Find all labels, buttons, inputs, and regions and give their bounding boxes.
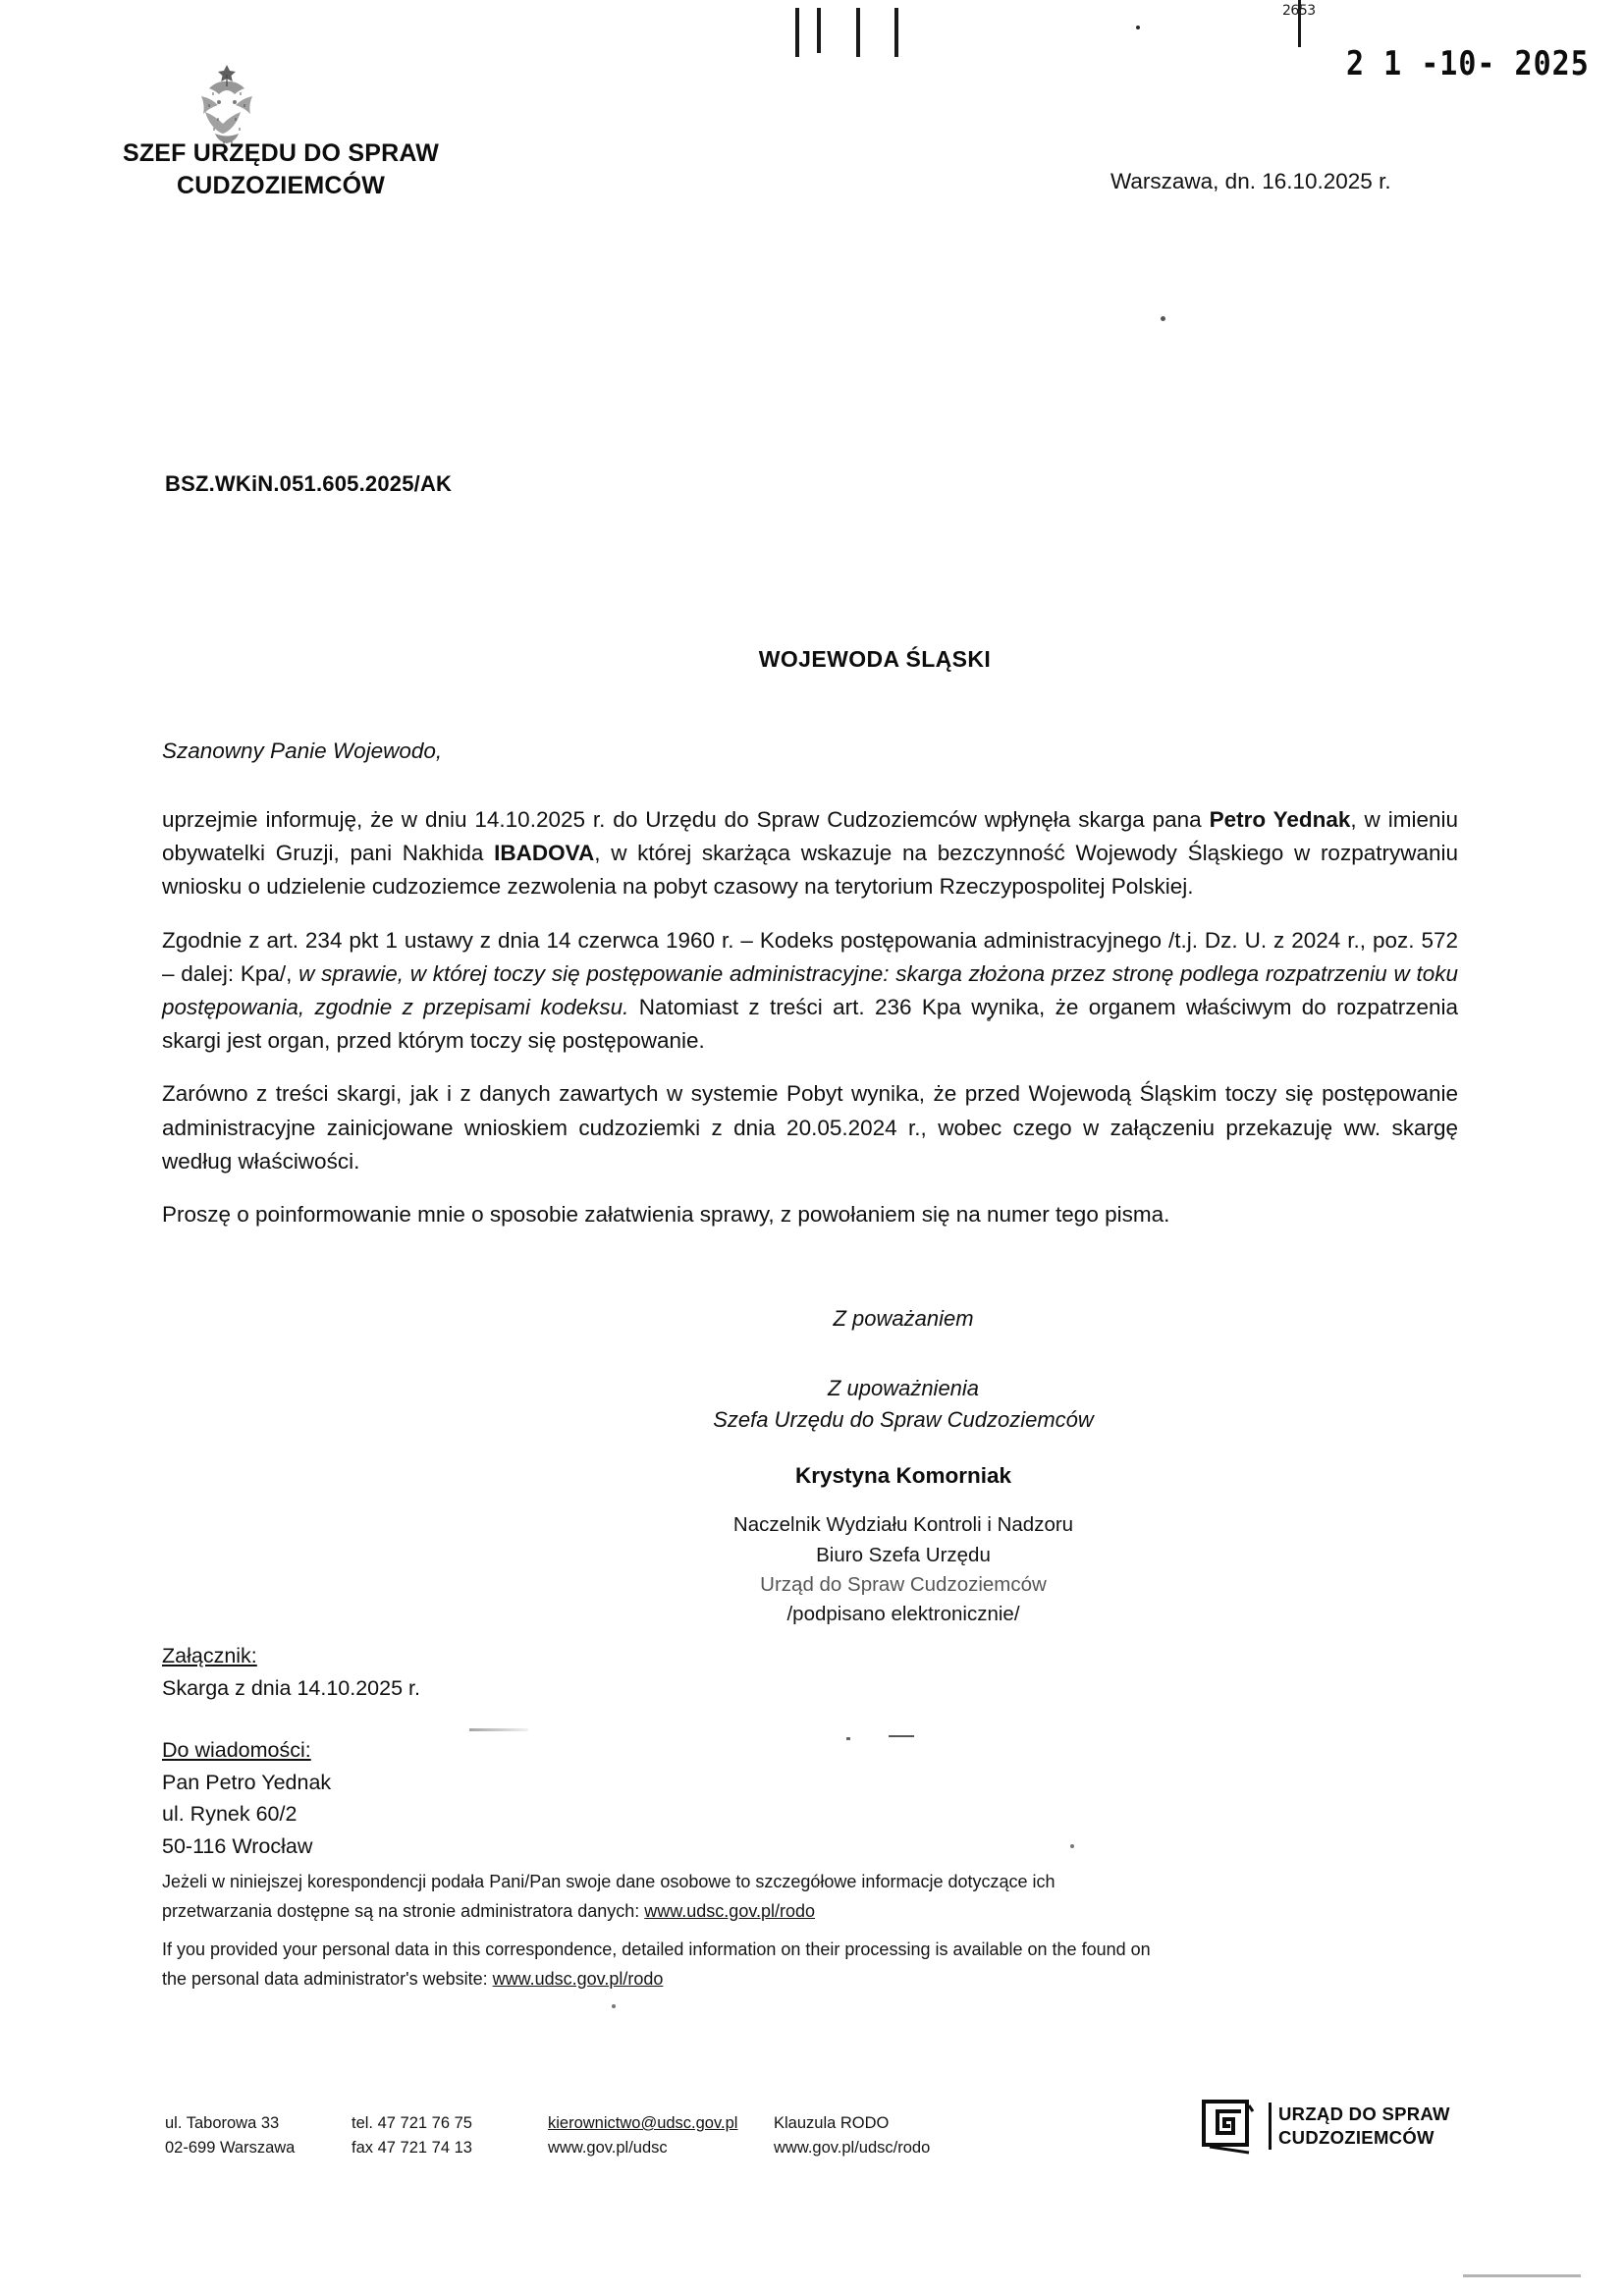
paragraph-1 bbox=[162, 803, 1458, 904]
rodo-notice-pl bbox=[162, 1868, 1468, 1926]
authorization-line1: Z upoważnienia bbox=[827, 1376, 980, 1400]
copy-to-label bbox=[162, 1734, 331, 1767]
p2-legal-quote: w sprawie, w której toczy się postępowanie administracyjne: skarga złożona przez stronę podlega rozpatrzeniu w toku postępowania, zgodnie z przepisami kodeksu. bbox=[162, 960, 1459, 1019]
paragraph-4: Proszę o poinformowanie mnie o sposobie załatwienia sprawy, z powołaniem się na numer tego pisma. bbox=[162, 1201, 1170, 1227]
attachment-label bbox=[162, 1640, 420, 1672]
p1-part2: , w imieniu obywatelki Gruzji, pani Nakhida bbox=[162, 807, 1458, 866]
electronic-signature-note: /podpisano elektronicznie/ bbox=[786, 1603, 1020, 1626]
scan-speck bbox=[1070, 1844, 1074, 1848]
footer-address bbox=[165, 2111, 352, 2160]
rodo-pl-line1: Jeżeli w niniejszej korespondencji podała Pani/Pan swoje dane osobowe to szczegółowe informacje dotyczące ich bbox=[162, 1872, 1056, 1891]
scan-artifact-smudge bbox=[469, 1728, 528, 1731]
udsc-spiral-logo bbox=[1200, 2098, 1257, 2155]
footer-phone-block bbox=[352, 2111, 548, 2160]
p2-part2: Natomiast z treści art. 236 Kpa wynika, że organem właściwym do rozpatrzenia skargi jest organ, przed którym toczy się postępowanie. bbox=[162, 994, 1458, 1054]
scan-speck bbox=[1161, 316, 1165, 321]
p2-part1: Zgodnie z art. 234 pkt 1 ustawy z dnia 14 czerwca 1960 r. – Kodeks postępowania administracyjnego /t.j. Dz. U. z 2024 r., poz. 572 – dalej: Kpa/, bbox=[162, 927, 1458, 986]
received-date-stamp: 2 1 -10- 2025 bbox=[1346, 45, 1590, 84]
p1-name-complainant: Petro Yednak bbox=[1209, 807, 1351, 832]
scan-artifact-dash bbox=[889, 1735, 914, 1737]
footer-rodo-block bbox=[774, 2111, 1000, 2160]
attachment-label-text: Załącznik: bbox=[162, 1644, 257, 1667]
paragraph-2 bbox=[162, 924, 1458, 1059]
rodo-en-line2-prefix: the personal data administrator's website: bbox=[162, 1969, 493, 1990]
attachment-item: Skarga z dnia 14.10.2025 r. bbox=[162, 1675, 420, 1700]
organization-title bbox=[84, 137, 477, 203]
p1-part3: , w której skarżąca wskazuje na bezczynność Wojewody Śląskiego w rozpatrywaniu wniosku o udzielenie cudzoziemce zezwolenia na pobyt czasowy na terytorium Rzeczypospolitej Polskiej. bbox=[162, 841, 1459, 900]
scan-artifact-edge bbox=[1463, 2274, 1581, 2277]
copy-to-street: ul. Rynek 60/2 bbox=[162, 1802, 298, 1827]
footer-rodo-label: Klauzula RODO bbox=[774, 2114, 890, 2132]
footer-fax: fax 47 721 74 13 bbox=[352, 2138, 472, 2157]
copy-to-label-text: Do wiadomości: bbox=[162, 1738, 311, 1762]
footer-brand-line2: CUDZOZIEMCÓW bbox=[1278, 2127, 1435, 2148]
rodo-notice-en bbox=[162, 1936, 1468, 1994]
copy-to-section bbox=[162, 1734, 331, 1863]
footer-address-line2: 02-699 Warszawa bbox=[165, 2138, 296, 2157]
footer-contact-block bbox=[548, 2111, 774, 2160]
letter-body bbox=[162, 738, 1458, 1251]
signer-role-line2: Biuro Szefa Urzędu bbox=[816, 1543, 991, 1566]
signer-role-line3: Urząd do Spraw Cudzoziemców bbox=[760, 1573, 1047, 1597]
rodo-pl-link[interactable]: www.udsc.gov.pl/rodo bbox=[644, 1900, 816, 1921]
organization-title-line2: CUDZOZIEMCÓW bbox=[176, 172, 386, 200]
scan-speck bbox=[1136, 26, 1140, 29]
attachment-section bbox=[162, 1640, 420, 1704]
rodo-notice bbox=[162, 1868, 1468, 2004]
stamp-number: 2653 bbox=[1282, 3, 1316, 19]
scan-speck bbox=[612, 2004, 616, 2008]
footer-address-line1: ul. Taborowa 33 bbox=[165, 2114, 280, 2132]
letter-date: Warszawa, dn. 16.10.2025 r. bbox=[1110, 169, 1391, 193]
closing-regards: Z poważaniem bbox=[833, 1306, 974, 1331]
footer-phone: tel. 47 721 76 75 bbox=[352, 2114, 472, 2132]
signature-block bbox=[432, 1306, 1375, 1626]
p1-name-subject: IBADOVA bbox=[494, 841, 595, 866]
p1-part1: uprzejmie informuję, że w dniu 14.10.2025 r. do Urzędu do Spraw Cudzoziemców wpłynęła skarga pana bbox=[162, 807, 1210, 832]
footer-brand-text bbox=[1269, 2103, 1450, 2149]
footer-brand bbox=[1200, 2098, 1450, 2155]
rodo-pl-line2-prefix: przetwarzania dostępne są na stronie administratora danych: bbox=[162, 1900, 645, 1921]
scan-artifact-dot bbox=[846, 1737, 850, 1740]
organization-title-line1: SZEF URZĘDU DO SPRAW bbox=[122, 139, 440, 167]
signer-name: Krystyna Komorniak bbox=[794, 1462, 1012, 1488]
footer-email[interactable]: kierownictwo@udsc.gov.pl bbox=[548, 2114, 738, 2132]
signer-role bbox=[432, 1510, 1375, 1601]
footer-website[interactable]: www.gov.pl/udsc bbox=[548, 2138, 668, 2157]
footer-rodo-url[interactable]: www.gov.pl/udsc/rodo bbox=[774, 2138, 931, 2157]
addressee-title: WOJEWODA ŚLĄSKI bbox=[758, 646, 992, 672]
footer-brand-line1: URZĄD DO SPRAW bbox=[1278, 2104, 1450, 2125]
copy-to-name: Pan Petro Yednak bbox=[162, 1770, 332, 1794]
copy-to-city: 50-116 Wrocław bbox=[162, 1834, 313, 1859]
scan-artifact-bars bbox=[795, 8, 992, 57]
rodo-en-link[interactable]: www.udsc.gov.pl/rodo bbox=[492, 1969, 664, 1990]
authorization-line2: Szefa Urzędu do Spraw Cudzoziemców bbox=[713, 1406, 1094, 1432]
reference-number: BSZ.WKiN.051.605.2025/AK bbox=[165, 471, 453, 496]
rodo-en-line1: If you provided your personal data in this correspondence, detailed information on their processing is available on the found on bbox=[162, 1940, 1151, 1960]
paragraph-3: Zarówno z treści skargi, jak i z danych zawartych w systemie Pobyt wynika, że przed Wojewodą Śląskim toczy się postępowanie administracyjne zainicjowane wnioskiem cudzoziemki z dnia 20.05.2024 r., wobec czego w załączeniu przekazuję ww. skargę według właściwości. bbox=[162, 1081, 1458, 1174]
salutation: Szanowny Panie Wojewodo, bbox=[162, 738, 443, 763]
signer-role-line1: Naczelnik Wydziału Kontroli i Nadzoru bbox=[732, 1512, 1074, 1536]
